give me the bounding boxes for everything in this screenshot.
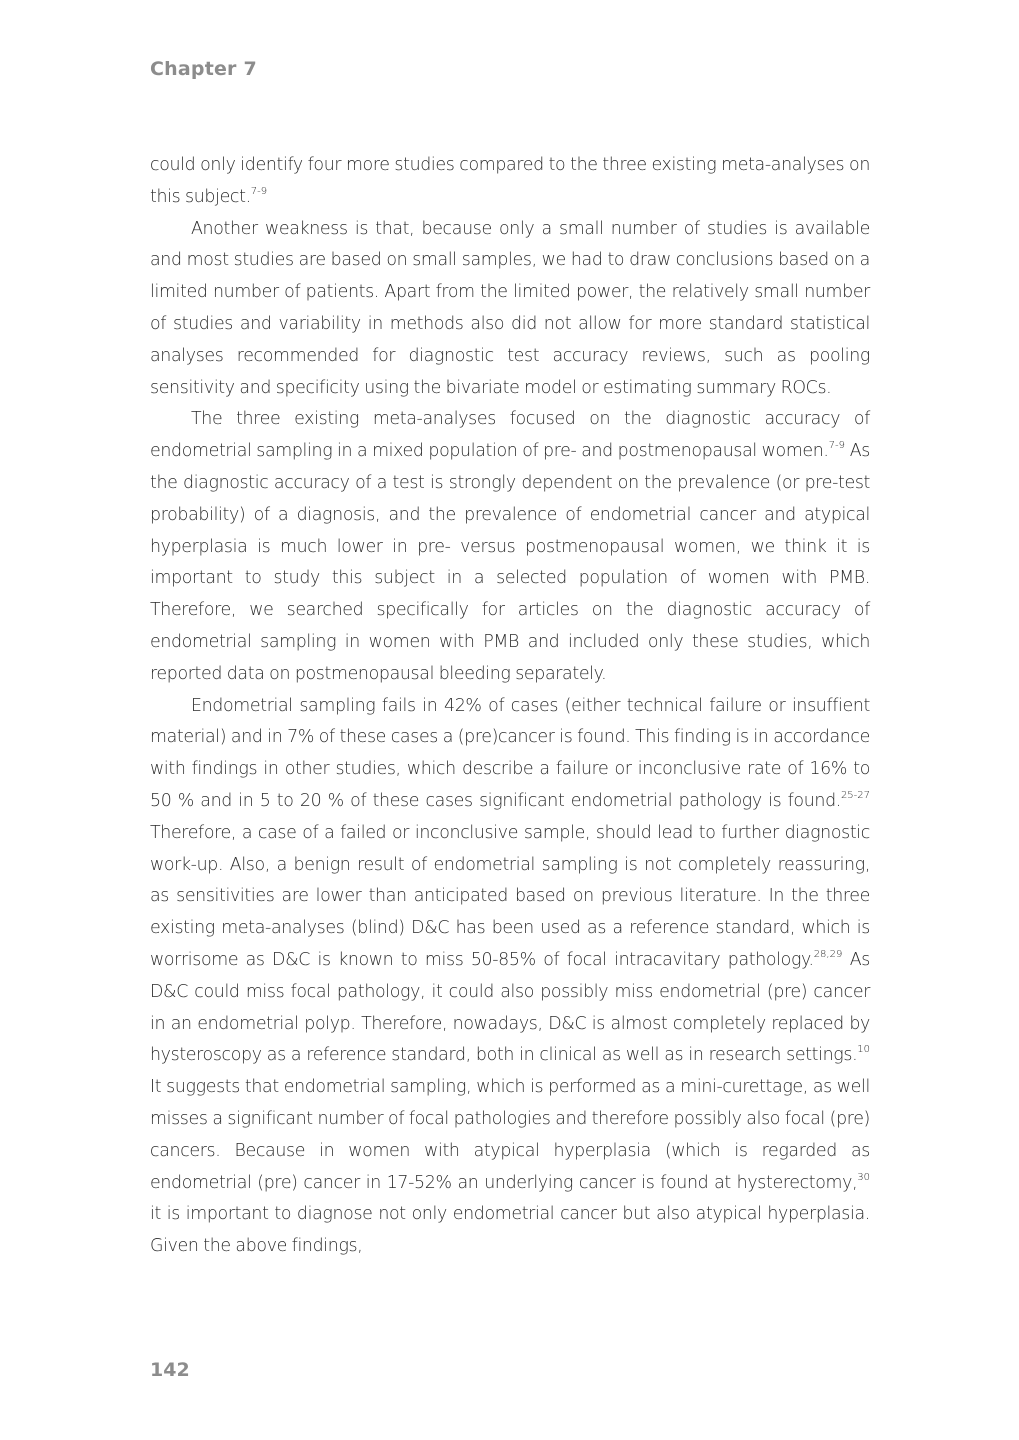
citation-superscript: 10 [857, 1044, 870, 1056]
paragraph-4 [150, 691, 870, 1263]
paragraph-4-text-b: Therefore, a case of a failed or inconclusive sample, should lead to further diagnostic work-up. Also, a benign result of endometrial sampling is not completely reassuring, as sensitivities are lower than anticipated based on previous literature. In the three existing meta-analyses (blind) D&C has been used as a reference standard, which is worrisome as D&C is known to miss 50-85% of focal intracavitary pathology. [150, 822, 870, 970]
citation-superscript: 30 [857, 1171, 870, 1183]
paragraph-4-text-d: It suggests that endometrial sampling, which is performed as a mini-curettage, as well misses a significant number of focal pathologies and therefore possibly also focal (pre) cancers. Because in women with atypical hyperplasia (which is regarded as endometrial (pre) cancer in 17-52% an underlying cancer is found at hysterectomy, [150, 1077, 870, 1193]
body-text [150, 150, 870, 1263]
paragraph-1 [150, 150, 870, 214]
paragraph-4-text-c: As D&C could miss focal pathology, it could also possibly miss endometrial (pre) cancer in an endometrial polyp. Therefore, nowadays, D&C is almost completely replaced by hysteroscopy as a reference standard, both in clinical as well as in research settings. [150, 949, 871, 1066]
paragraph-2 [150, 214, 870, 405]
paragraph-3-text-b: As the diagnostic accuracy of a test is strongly dependent on the prevalence (or pre-test probability) of a diagnosis, and the prevalence of endometrial cancer and atypical hyperplasia is much lower in pre- versus postmenopausal women, we think it is important to study this subject in a selected population of women with PMB. Therefore, we searched specifically for articles on the diagnostic accuracy of endometrial sampling in women with PMB and included only these studies, which reported data on postmenopausal bleeding separately. [150, 441, 870, 684]
page-number: 142 [150, 1359, 190, 1381]
paragraph-3 [150, 404, 870, 690]
citation-superscript: 7-9 [828, 440, 845, 452]
paragraph-4-text-e: it is important to diagnose not only endometrial cancer but also atypical hyperplasia. Given the above findings, [150, 1204, 870, 1257]
paragraph-3-text-a: The three existing meta-analyses focused on the diagnostic accuracy of endometrial sampling in a mixed population of pre- and postmenopausal women. [150, 409, 870, 462]
paragraph-2-text: Another weakness is that, because only a small number of studies is available and most studies are based on small samples, we had to draw conclusions based on a limited number of patients. Apart from the limited power, the relatively small number of studies and variability in methods also did not allow for more standard statistical analyses recommended for diagnostic test accuracy reviews, such as pooling sensitivity and specificity using the bivariate model or estimating summary ROCs. [150, 218, 870, 398]
paragraph-1-text: could only identify four more studies compared to the three existing meta-analyses on this subject. [150, 155, 870, 207]
running-head-chapter: Chapter 7 [150, 58, 257, 80]
citation-superscript: 7-9 [250, 185, 268, 197]
paragraph-4-text-a: Endometrial sampling fails in 42% of cases (either technical failure or insuffient material) and in 7% of these cases a (pre)cancer is found. This finding is in accordance with findings in other studies, which describe a failure or inconclusive rate of 16% to 50 % and in 5 to 20 % of these cases significant endometrial pathology is found. [150, 695, 870, 811]
citation-superscript: 28,29 [813, 948, 843, 960]
citation-superscript: 25-27 [840, 789, 870, 801]
